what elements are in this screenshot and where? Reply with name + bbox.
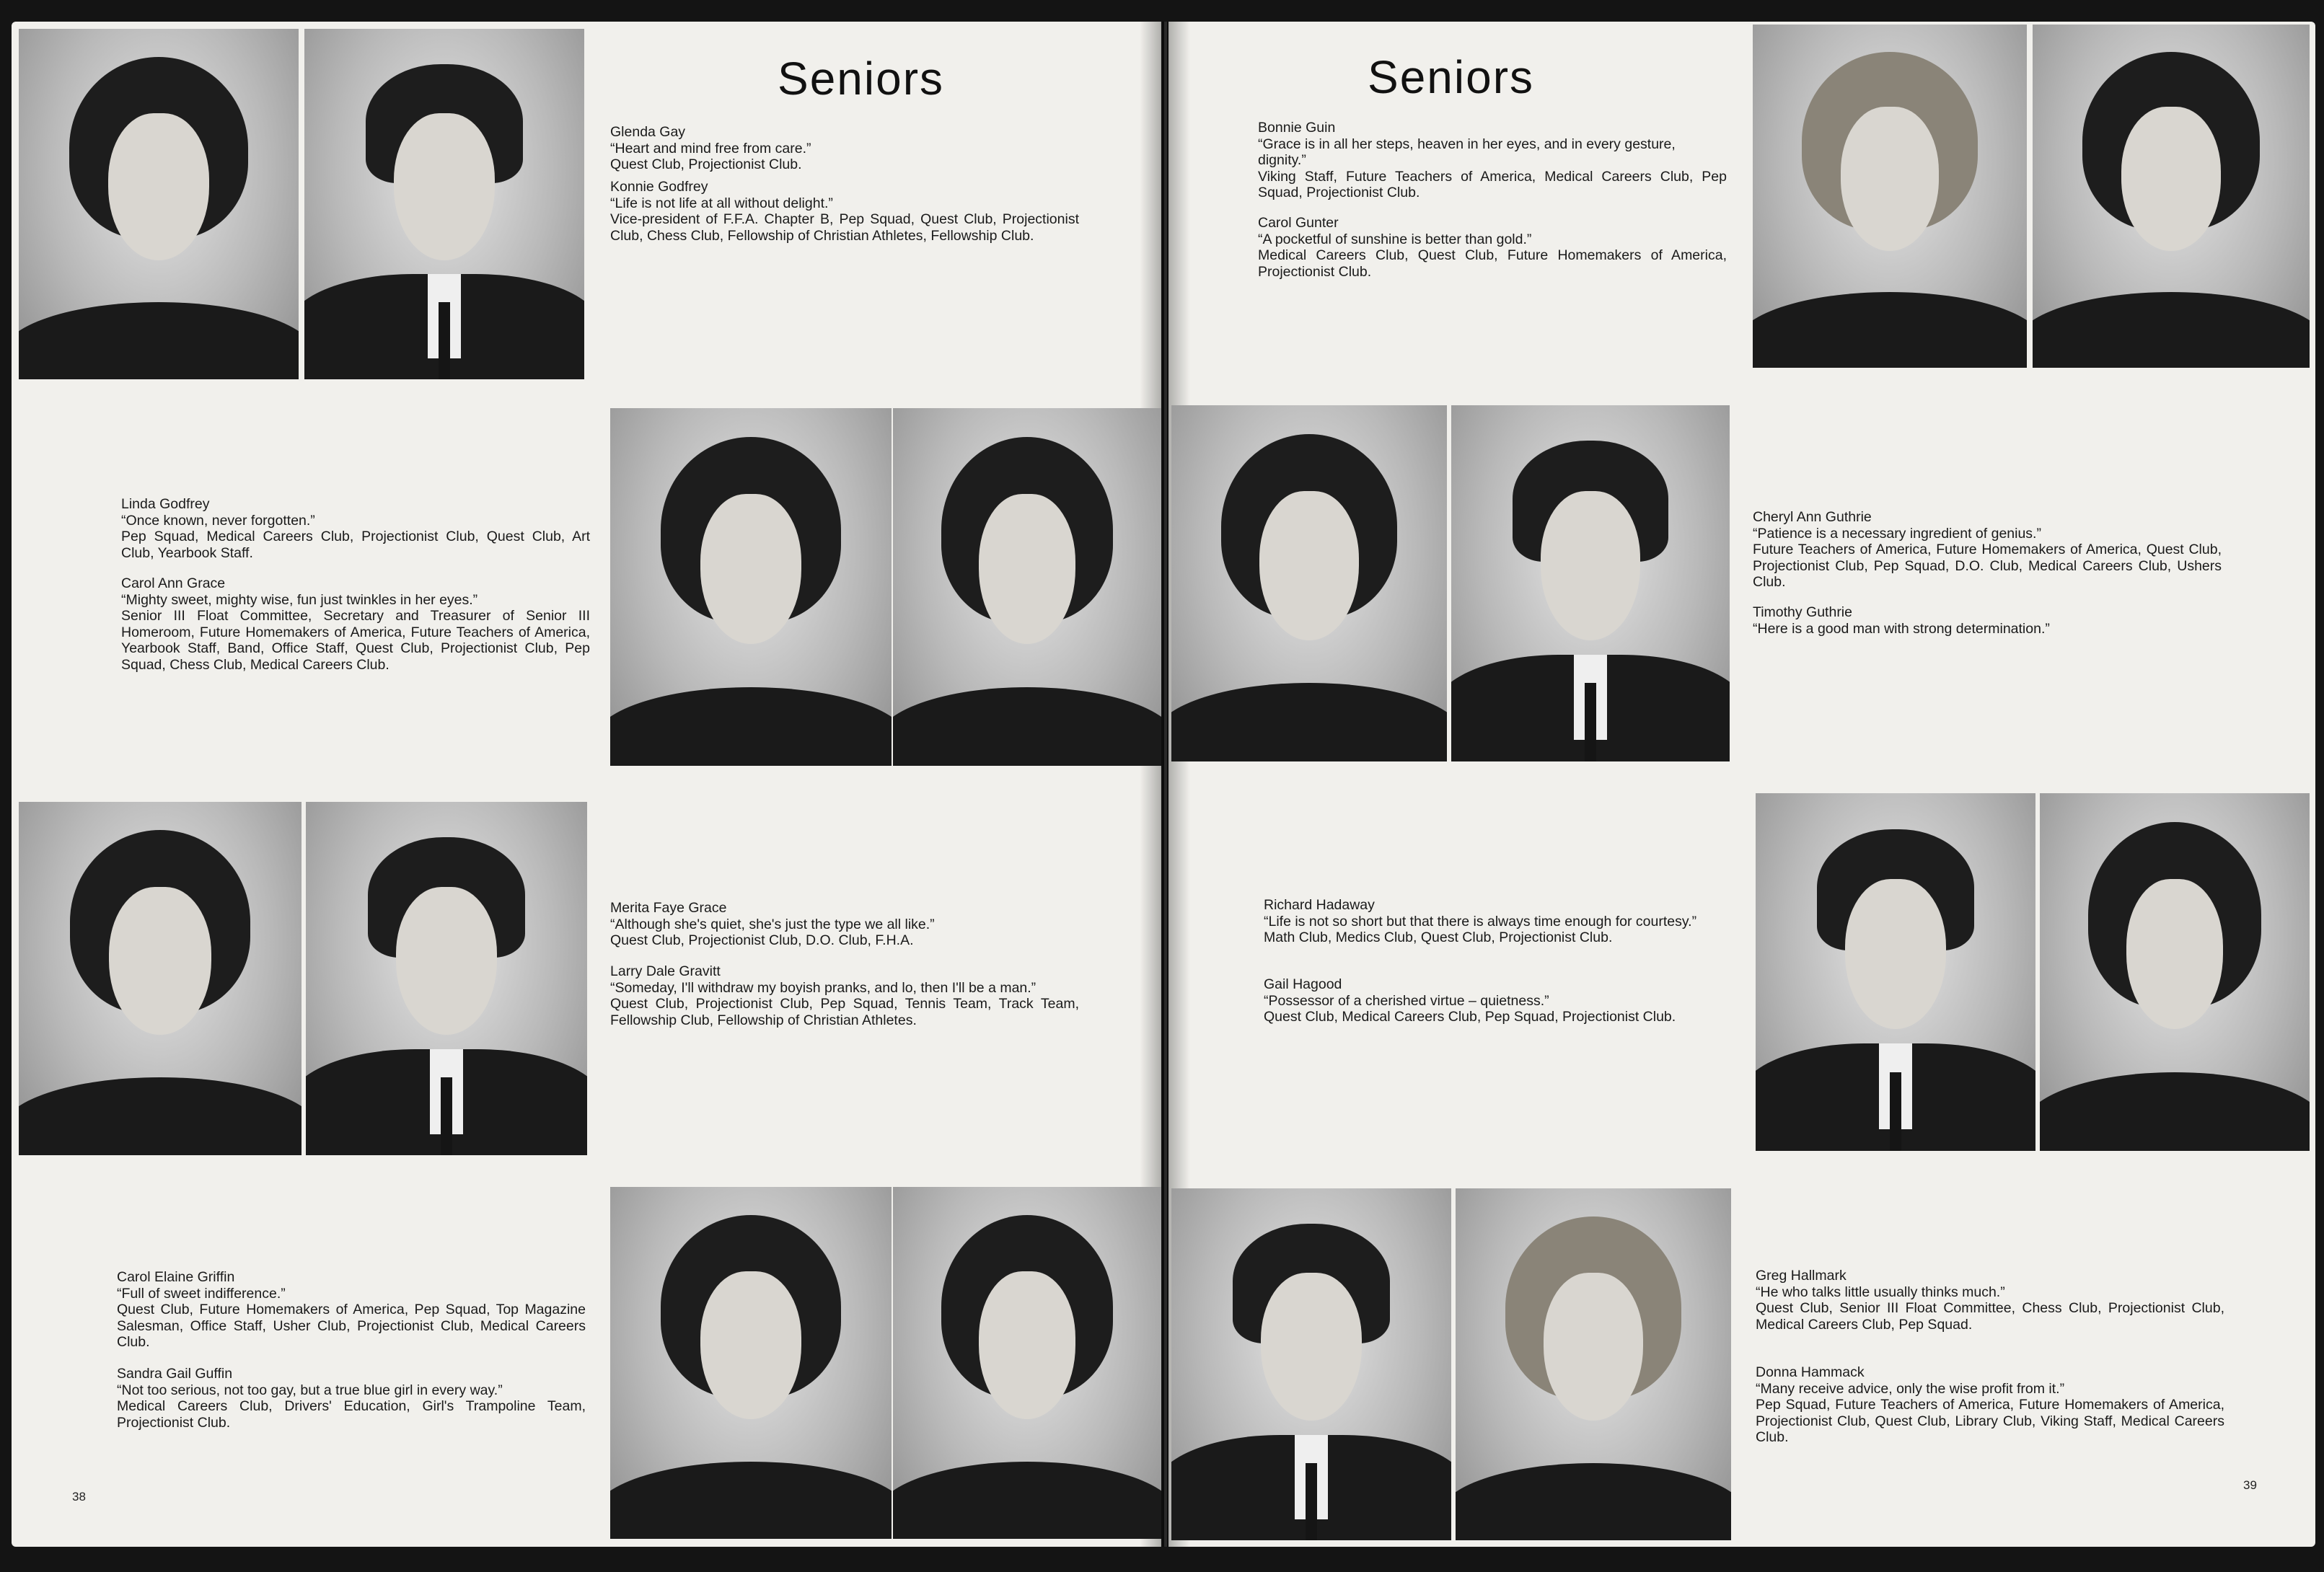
portrait-konnie-godfrey (304, 29, 584, 379)
student-name: Richard Hadaway (1264, 897, 1375, 913)
student-activities: Quest Club, Projectionist Club. (610, 156, 802, 172)
entry-sandra-gail-guffin (117, 1366, 586, 1431)
entry-carol-gunter (1258, 215, 1727, 280)
student-quote: “Life is not life at all without delight.” (610, 195, 833, 211)
student-name: Linda Godfrey (121, 496, 210, 512)
student-name: Merita Faye Grace (610, 900, 727, 916)
entry-glenda-gay (610, 124, 1079, 173)
portrait-merita-faye-grace (19, 802, 301, 1155)
student-quote: “Full of sweet indifference.” (117, 1285, 286, 1302)
entry-greg-hallmark (1756, 1268, 2224, 1333)
entry-cheryl-ann-guthrie (1753, 509, 2222, 591)
student-name: Larry Dale Gravitt (610, 963, 721, 979)
student-quote: “Possessor of a cherished virtue – quietness.” (1264, 992, 1549, 1009)
student-name: Carol Ann Grace (121, 575, 226, 591)
page-number-left: 38 (72, 1490, 86, 1503)
student-name: Carol Gunter (1258, 215, 1339, 231)
entry-richard-hadaway (1264, 897, 1733, 946)
student-name: Gail Hagood (1264, 976, 1342, 992)
page-number-right: 39 (2243, 1478, 2257, 1492)
student-activities: Pep Squad, Future Teachers of America, Future Homemakers of America, Projectionist Club, Quest Club, Library Club, Viking Staff, Medical Careers Club. (1756, 1397, 2224, 1445)
student-quote: “He who talks little usually thinks much.” (1756, 1284, 2005, 1300)
student-quote: “Not too serious, not too gay, but a true blue girl in every way.” (117, 1382, 503, 1398)
student-name: Bonnie Guin (1258, 120, 1336, 136)
student-name: Cheryl Ann Guthrie (1753, 509, 1872, 525)
entry-konnie-godfrey (610, 179, 1079, 244)
student-quote: “Heart and mind free from care.” (610, 140, 811, 156)
student-name: Sandra Gail Guffin (117, 1366, 233, 1382)
student-activities: Quest Club, Projectionist Club, D.O. Club, F.H.A. (610, 932, 914, 948)
student-activities: Math Club, Medics Club, Quest Club, Projectionist Club. (1264, 929, 1613, 945)
entry-timothy-guthrie (1753, 604, 2222, 637)
student-quote: “Someday, I'll withdraw my boyish pranks, and lo, then I'll be a man.” (610, 979, 1036, 996)
portrait-larry-dale-gravitt (306, 802, 587, 1155)
student-name: Donna Hammack (1756, 1364, 1865, 1380)
portrait-richard-hadaway (1756, 793, 2035, 1151)
left-page-heading: Seniors (778, 53, 944, 105)
student-activities: Medical Careers Club, Quest Club, Future Homemakers of America, Projectionist Club. (1258, 247, 1727, 280)
entry-bonnie-guin (1258, 120, 1727, 201)
portrait-donna-hammack (1456, 1188, 1731, 1540)
book-spine (1164, 22, 1167, 1547)
student-name: Carol Elaine Griffin (117, 1269, 235, 1285)
portrait-carol-ann-grace (893, 408, 1161, 766)
student-activities: Quest Club, Future Homemakers of America, Pep Squad, Top Magazine Salesman, Office Staff, Usher Club, Projectionist Club, Medical Careers Club. (117, 1302, 586, 1350)
student-activities: Senior III Float Committee, Secretary and Treasurer of Senior III Homeroom, Future Homemakers of America, Future Teachers of America, Yearbook Staff, Band, Office Staff, Quest Club, Projectionist Club, Pep Squad, Chess Club, Medical Careers Club. (121, 608, 590, 673)
student-quote: “A pocketful of sunshine is better than gold.” (1258, 231, 1532, 247)
portrait-cheryl-ann-guthrie (1171, 405, 1447, 761)
right-page-heading: Seniors (1368, 51, 1534, 103)
student-quote: “Grace is in all her steps, heaven in her eyes, and in every gesture, dignity.” (1258, 136, 1676, 168)
student-quote: “Mighty sweet, mighty wise, fun just twinkles in her eyes.” (121, 591, 478, 608)
portrait-carol-elaine-griffin (610, 1187, 892, 1539)
portrait-glenda-gay (19, 29, 299, 379)
portrait-timothy-guthrie (1451, 405, 1730, 761)
student-activities: Quest Club, Projectionist Club, Pep Squad, Tennis Team, Track Team, Fellowship Club, Fellowship of Christian Athletes. (610, 996, 1079, 1028)
student-quote: “Many receive advice, only the wise profit from it.” (1756, 1380, 2065, 1397)
entry-carol-elaine-griffin (117, 1269, 586, 1351)
student-quote: “Once known, never forgotten.” (121, 512, 315, 529)
student-activities: Pep Squad, Medical Careers Club, Projectionist Club, Quest Club, Art Club, Yearbook Staff. (121, 529, 590, 561)
entry-linda-godfrey (121, 496, 590, 561)
student-quote: “Here is a good man with strong determination.” (1753, 620, 2050, 637)
portrait-bonnie-guin (1753, 25, 2027, 368)
entry-gail-hagood (1264, 976, 1733, 1025)
student-activities: Vice-president of F.F.A. Chapter B, Pep Squad, Quest Club, Projectionist Club, Chess Club, Fellowship of Christian Athletes, Fellowship Club. (610, 211, 1079, 244)
student-activities: Medical Careers Club, Drivers' Education, Girl's Trampoline Team, Projectionist Club. (117, 1398, 586, 1431)
portrait-sandra-gail-guffin (893, 1187, 1161, 1539)
entry-donna-hammack (1756, 1364, 2224, 1446)
portrait-linda-godfrey (610, 408, 892, 766)
portrait-carol-gunter (2033, 25, 2310, 368)
student-name: Timothy Guthrie (1753, 604, 1852, 620)
student-quote: “Patience is a necessary ingredient of genius.” (1753, 525, 2041, 542)
entry-larry-dale-gravitt (610, 963, 1079, 1028)
student-activities: Viking Staff, Future Teachers of America, Medical Careers Club, Pep Squad, Projectionist Club. (1258, 168, 1727, 200)
entry-carol-ann-grace (121, 575, 590, 673)
student-name: Greg Hallmark (1756, 1268, 1847, 1284)
student-quote: “Although she's quiet, she's just the type we all like.” (610, 916, 935, 932)
student-activities: Quest Club, Medical Careers Club, Pep Squad, Projectionist Club. (1264, 1009, 1676, 1025)
entry-merita-faye-grace (610, 900, 1079, 949)
portrait-greg-hallmark (1171, 1188, 1451, 1540)
student-name: Glenda Gay (610, 124, 686, 140)
portrait-gail-hagood (2040, 793, 2310, 1151)
student-name: Konnie Godfrey (610, 179, 708, 195)
student-activities: Quest Club, Senior III Float Committee, Chess Club, Projectionist Club, Medical Careers Club, Pep Squad. (1756, 1300, 2224, 1333)
student-quote: “Life is not so short but that there is always time enough for courtesy.” (1264, 913, 1697, 929)
student-activities: Future Teachers of America, Future Homemakers of America, Quest Club, Projectionist Club, Pep Squad, D.O. Club, Medical Careers Club, Ushers Club. (1753, 542, 2222, 590)
